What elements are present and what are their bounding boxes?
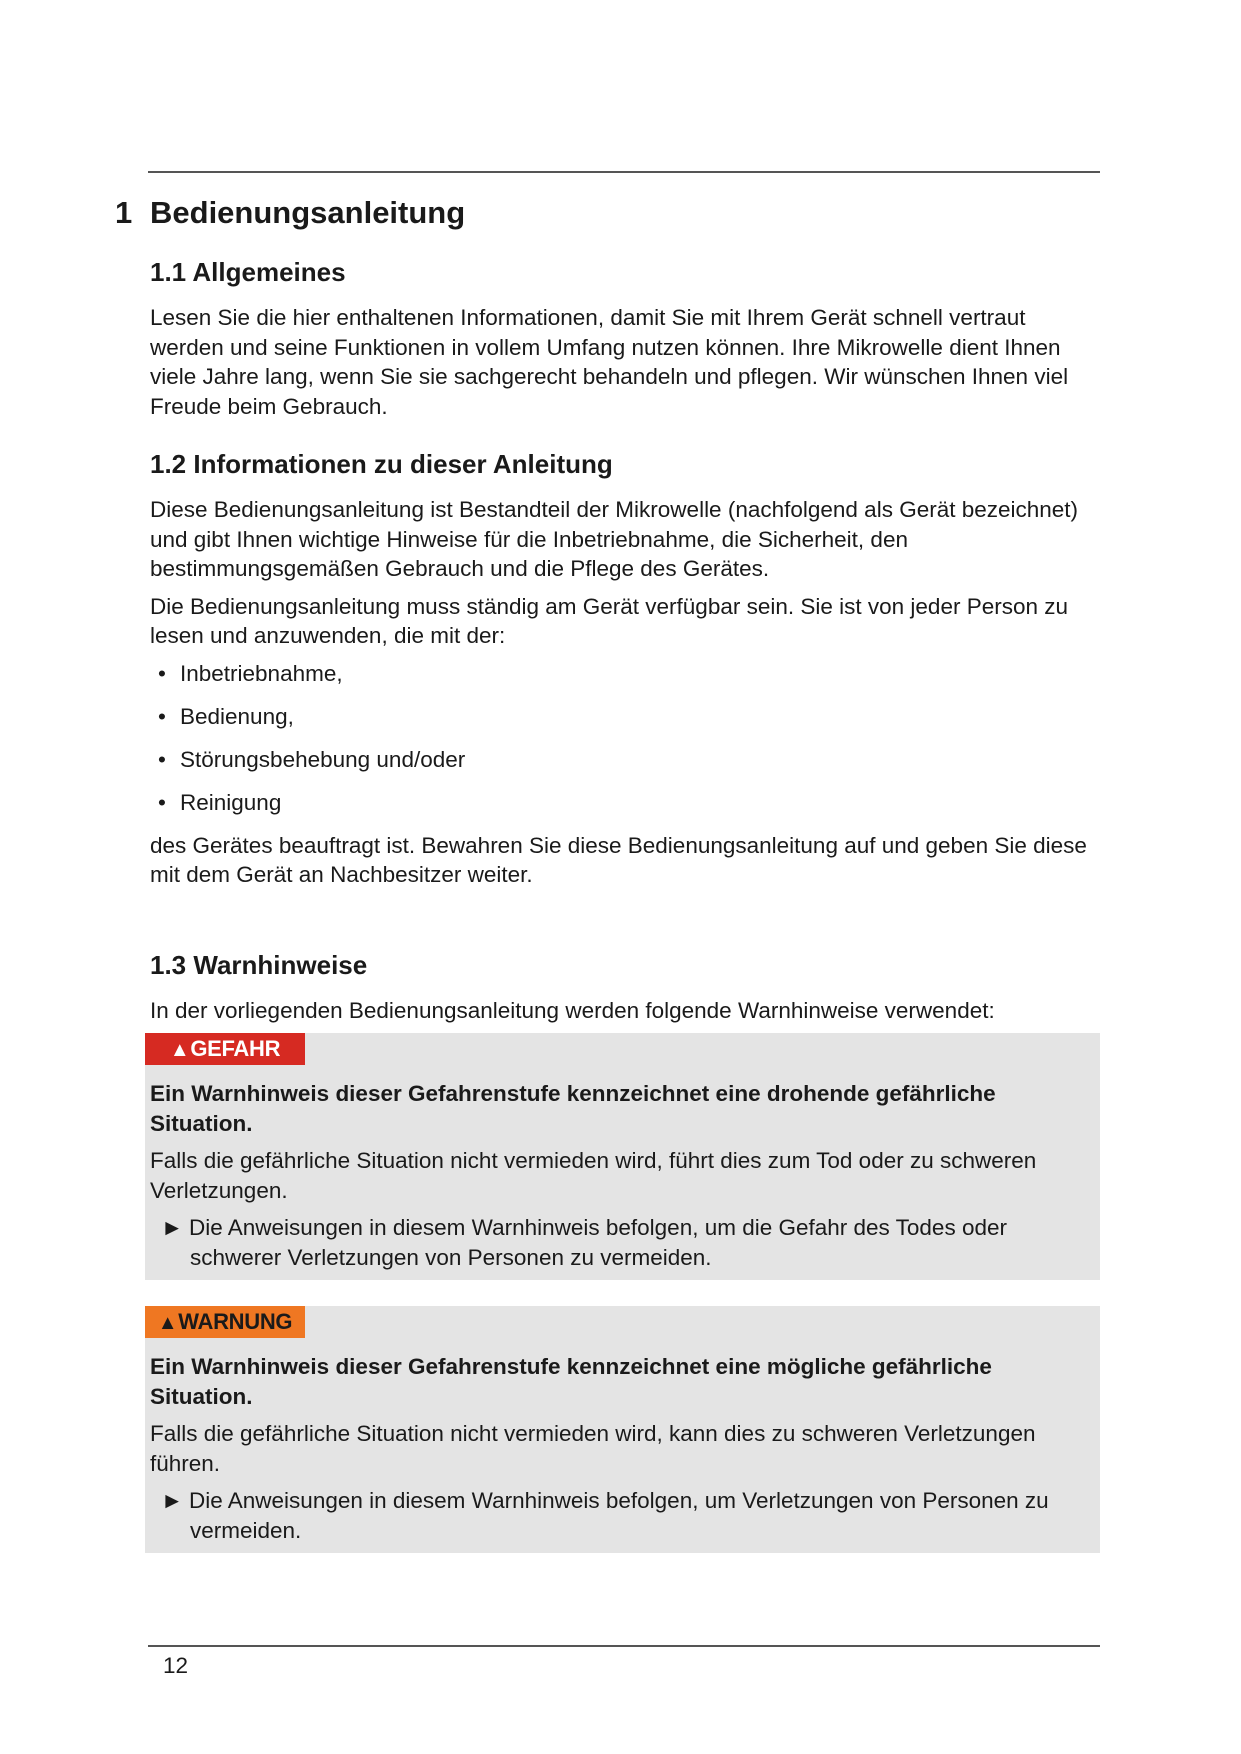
task-list: [150, 659, 1095, 817]
warning-title: Ein Warnhinweis dieser Gefahrenstufe kennzeichnet eine mögliche gefährliche Situation.: [150, 1354, 992, 1409]
section-info: [150, 447, 1095, 890]
general-paragraph: Lesen Sie die hier enthaltenen Informationen, damit Sie mit Ihrem Gerät schnell vertraut werden und seine Funktionen in vollem Umfang nutzen können. Ihre Mikrowelle dient Ihnen viele Jahre lang, wenn Sie sie sachgerecht behandeln und pflegen. Wir wünschen Ihnen viel Freude beim Gebrauch.: [150, 305, 1069, 419]
info-paragraph-1: Diese Bedienungsanleitung ist Bestandteil der Mikrowelle (nachfolgend als Gerät bezeichnet) und gibt Ihnen wichtige Hinweise für die Inbetriebnahme, die Sicherheit, den bestimmungsgemäßen Gebrauch und die Pflege des Gerätes.: [150, 497, 1079, 581]
section-heading-info: 1.2 Informationen zu dieser Anleitung: [150, 449, 613, 479]
warning-badge: [145, 1306, 305, 1338]
chapter-heading: [115, 195, 465, 231]
danger-action-text: Die Anweisungen in diesem Warnhinweis befolgen, um die Gefahr des Todes oder schwerer Verletzungen von Personen zu vermeiden.: [189, 1215, 1007, 1270]
warning-text: Falls die gefährliche Situation nicht vermieden wird, kann dies zu schweren Verletzungen führen.: [150, 1421, 1036, 1476]
section-general: [150, 255, 1095, 421]
chapter-number: 1: [115, 195, 133, 230]
danger-text: Falls die gefährliche Situation nicht vermieden wird, führt dies zum Tod oder zu schweren Verletzungen.: [150, 1148, 1037, 1203]
warning-triangle-icon: ▲: [169, 1039, 190, 1061]
info-paragraph-2: Die Bedienungsanleitung muss ständig am Gerät verfügbar sein. Sie ist von jeder Person zu lesen und anzuwenden, die mit der:: [150, 593, 1069, 648]
danger-notice: [145, 1033, 1100, 1280]
footer-rule: [148, 1645, 1100, 1647]
warning-action-text: Die Anweisungen in diesem Warnhinweis befolgen, um Verletzungen von Personen zu vermeiden.: [189, 1488, 1049, 1543]
section-heading-general: 1.1 Allgemeines: [150, 257, 346, 287]
section-heading-warnings: 1.3 Warnhinweise: [150, 949, 368, 980]
warnings-intro: In der vorliegenden Bedienungsanleitung werden folgende Warnhinweise verwendet:: [150, 997, 995, 1023]
warning-action: [150, 1486, 1095, 1545]
info-paragraph-3: des Gerätes beauftragt ist. Bewahren Sie diese Bedienungsanleitung auf und geben Sie diese mit dem Gerät an Nachbesitzer weiter.: [150, 832, 1087, 887]
danger-badge: [145, 1033, 305, 1065]
page-content: [150, 255, 1095, 1553]
page-number: 12: [163, 1653, 189, 1678]
warning-triangle-icon: ▲: [157, 1312, 178, 1334]
list-item: • Störungsbehebung und/oder: [150, 745, 1095, 774]
chapter-title: Bedienungsanleitung: [150, 195, 466, 230]
section-warnings: [150, 948, 1095, 1554]
warning-notice: [145, 1306, 1100, 1553]
list-item: • Inbetriebnahme,: [150, 659, 1095, 688]
list-item: • Bedienung,: [150, 702, 1095, 731]
warning-label: WARNUNG: [178, 1309, 293, 1334]
arrow-right-icon: ►: [161, 1488, 184, 1513]
header-rule: [148, 171, 1100, 173]
arrow-right-icon: ►: [161, 1215, 184, 1240]
danger-title: Ein Warnhinweis dieser Gefahrenstufe kennzeichnet eine drohende gefährliche Situation.: [150, 1081, 996, 1136]
danger-label: GEFAHR: [190, 1036, 281, 1061]
list-item: • Reinigung: [150, 788, 1095, 817]
danger-action: [150, 1213, 1095, 1272]
